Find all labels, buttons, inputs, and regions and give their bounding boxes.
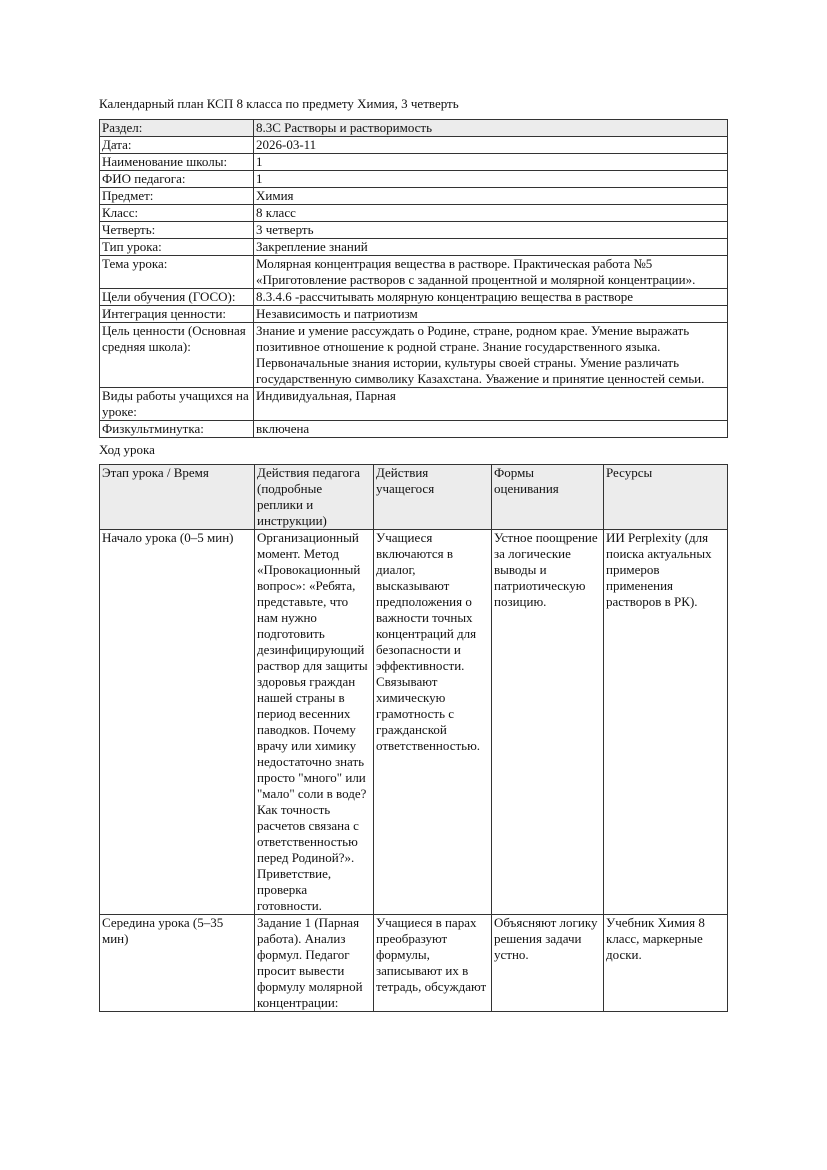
col-header-assessment: Формы оценивания (492, 465, 604, 530)
info-label: ФИО педагога: (100, 171, 254, 188)
info-label: Тип урока: (100, 239, 254, 256)
info-value: Независимость и патриотизм (254, 306, 728, 323)
table-header-row (100, 465, 728, 530)
resources-cell: ИИ Perplexity (для поиска актуальных примеров применения растворов в РК). (604, 530, 728, 915)
student-actions-cell: Учащиеся включаются в диалог, высказывают предположения о важности точных концентраций для безопасности и эффективности. Связывают химическую грамотность с гражданской ответственностью. (374, 530, 492, 915)
col-header-student-actions: Действия учащегося (374, 465, 492, 530)
table-row (100, 915, 728, 1012)
info-value: 1 (254, 154, 728, 171)
resources-cell: Учебник Химия 8 класс, маркерные доски. (604, 915, 728, 1012)
info-value: 8 класс (254, 205, 728, 222)
section-heading: Ход урока (99, 442, 155, 457)
table-row (100, 323, 728, 388)
info-label: Тема урока: (100, 256, 254, 289)
info-value: Молярная концентрация вещества в растворе. Практическая работа №5 «Приготовление растворов с заданной процентной и молярной концентрации». (254, 256, 728, 289)
col-header-resources: Ресурсы (604, 465, 728, 530)
info-label: Предмет: (100, 188, 254, 205)
info-value: 2026-03-11 (254, 137, 728, 154)
info-value: Индивидуальная, Парная (254, 388, 728, 421)
info-value: Химия (254, 188, 728, 205)
table-row (100, 388, 728, 421)
info-label: Дата: (100, 137, 254, 154)
table-row (100, 421, 728, 438)
teacher-actions-cell: Задание 1 (Парная работа). Анализ формул. Педагог просит вывести формулу молярной концентрации: (255, 915, 374, 1012)
info-value: 8.3C Растворы и растворимость (254, 120, 728, 137)
teacher-actions-cell: Организационный момент. Метод «Провокационный вопрос»: «Ребята, представьте, что нам нужно подготовить дезинфицирующий раствор для защиты здоровья граждан нашей страны в период весенних паводков. Почему врачу или химику недостаточно знать просто "много" или "мало" соли в воде? Как точность расчетов связана с ответственностью перед Родиной?». Приветствие, проверка готовности. (255, 530, 374, 915)
table-row (100, 188, 728, 205)
info-label: Физкультминутка: (100, 421, 254, 438)
table-row (100, 256, 728, 289)
info-value: 1 (254, 171, 728, 188)
info-label: Цели обучения (ГОСО): (100, 289, 254, 306)
info-label: Раздел: (100, 120, 254, 137)
assessment-cell: Объясняют логику решения задачи устно. (492, 915, 604, 1012)
assessment-cell: Устное поощрение за логические выводы и патриотическую позицию. (492, 530, 604, 915)
stage-cell: Начало урока (0–5 мин) (100, 530, 255, 915)
table-row (100, 171, 728, 188)
table-row (100, 289, 728, 306)
lesson-flow-table (99, 464, 728, 1012)
col-header-teacher-actions: Действия педагога (подробные реплики и инструкции) (255, 465, 374, 530)
lesson-info-table (99, 119, 728, 438)
table-row (100, 222, 728, 239)
info-value: включена (254, 421, 728, 438)
info-value: 8.3.4.6 -рассчитывать молярную концентрацию вещества в растворе (254, 289, 728, 306)
info-label: Класс: (100, 205, 254, 222)
info-value: 3 четверть (254, 222, 728, 239)
col-header-stage: Этап урока / Время (100, 465, 255, 530)
info-value: Знание и умение рассуждать о Родине, стране, родном крае. Умение выражать позитивное отношение к родной стране. Знание государственного языка. Первоначальные знания истории, культуры своей страны. Умение различать государственную символику Казахстана. Уважение и принятие ценностей семьи. (254, 323, 728, 388)
info-label: Интеграция ценности: (100, 306, 254, 323)
table-row (100, 137, 728, 154)
info-value: Закрепление знаний (254, 239, 728, 256)
table-row (100, 530, 728, 915)
info-label: Наименование школы: (100, 154, 254, 171)
table-row (100, 306, 728, 323)
table-row (100, 205, 728, 222)
student-actions-cell: Учащиеся в парах преобразуют формулы, записывают их в тетрадь, обсуждают (374, 915, 492, 1012)
stage-cell: Середина урока (5–35 мин) (100, 915, 255, 1012)
page-title: Календарный план КСП 8 класса по предмету Химия, 3 четверть (99, 96, 459, 111)
table-row (100, 154, 728, 171)
info-label: Цель ценности (Основная средняя школа): (100, 323, 254, 388)
info-label: Четверть: (100, 222, 254, 239)
info-label: Виды работы учащихся на уроке: (100, 388, 254, 421)
table-row (100, 239, 728, 256)
table-row (100, 120, 728, 137)
